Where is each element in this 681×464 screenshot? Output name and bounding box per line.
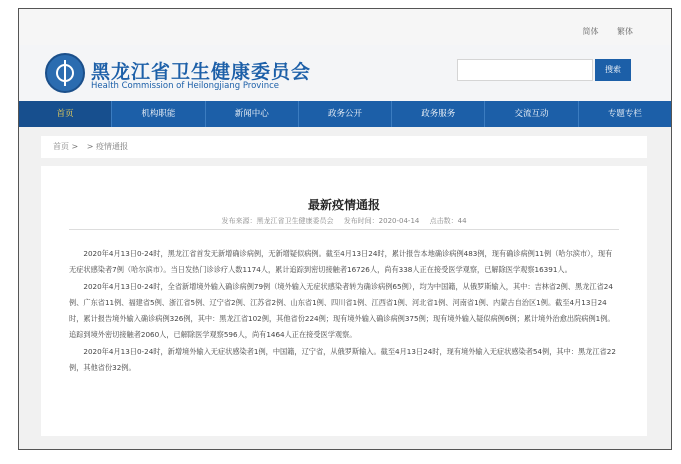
- nav-item-news[interactable]: 新闻中心: [206, 101, 299, 127]
- search-button[interactable]: 搜索: [595, 59, 631, 81]
- nav-item-gov-info[interactable]: 政务公开: [299, 101, 392, 127]
- browser-frame: [18, 8, 672, 450]
- nav-item-topics[interactable]: 专题专栏: [607, 109, 642, 119]
- nav-item-home[interactable]: 首页: [19, 101, 112, 127]
- nav-item-interaction[interactable]: 交流互动: [485, 101, 578, 127]
- paragraph: 2020年4月13日0-24时，新增境外输入无症状感染者1例，中国籍，辽宁省，从俄罗斯输入。截至4月13日24时，现有境外输入无症状感染者54例，其中：黑龙江省22例，其他省份32例。: [69, 347, 616, 372]
- main-nav: [19, 101, 671, 127]
- nav-item-gov-service[interactable]: 政务服务: [392, 101, 485, 127]
- search-input[interactable]: [457, 59, 593, 81]
- top-bar: [19, 9, 671, 45]
- article-title: 最新疫情通报: [307, 198, 380, 212]
- link-traditional[interactable]: 繁体: [617, 27, 633, 36]
- article-meta: [41, 216, 647, 226]
- link-simplified[interactable]: 简体: [582, 27, 599, 36]
- site-subtitle: Health Commission of Heilongjiang Province: [91, 81, 279, 91]
- meta-views: 点击数：44: [429, 217, 467, 225]
- nav-item-functions[interactable]: 机构职能: [112, 101, 205, 127]
- breadcrumb-home[interactable]: 首页 >: [53, 142, 79, 151]
- emblem-icon[interactable]: [45, 53, 85, 93]
- paragraph: 2020年4月13日0-24时，黑龙江省首发无新增确诊病例，无新增疑似病例。截至4月13日24时，累计报告本地确诊病例483例，现有确诊病例11例（哈尔滨市），现有无症状感染者7例（哈尔滨市）。当日发热门诊诊疗人数1174人，累计追踪到密切接触者16726人，尚有338人正在接受医学观察，已解除医学观察16391人。: [69, 249, 613, 274]
- article-panel: [41, 166, 647, 436]
- site-title[interactable]: 黑龙江省卫生健康委员会: [91, 61, 312, 83]
- divider: [69, 229, 619, 230]
- breadcrumb: [41, 136, 647, 158]
- paragraph: 2020年4月13日0-24时，全省新增境外输入确诊病例79例（境外输入无症状感染者转为确诊病例65例），均为中国籍，从俄罗斯输入，其中：吉林省2例、黑龙江省24例、广东省11例、福建省5例、浙江省5例、辽宁省2例、江苏省2例、山东省1例、四川省1例、江西省1例、河北省1例、河南省1例、内蒙古自治区1例。截至4月13日24时，累计报告境外输入确诊病例326例，其中：黑龙江省102例，其他省份224例；现有境外输入确诊病例375例；现有境外输入疑似病例6例；累计境外治愈出院病例1例。追踪到境外密切接触者2060人，已解除医学观察596人，尚有1464人正在接受医学观察。: [69, 282, 615, 339]
- breadcrumb-current[interactable]: > 疫情通报: [86, 142, 129, 151]
- language-links: [566, 26, 633, 37]
- meta-date: 发布时间：2020-04-14: [343, 217, 420, 225]
- article-body: [69, 246, 619, 377]
- site-header: [19, 45, 671, 101]
- meta-source: 发布来源：黑龙江省卫生健康委员会: [221, 217, 334, 225]
